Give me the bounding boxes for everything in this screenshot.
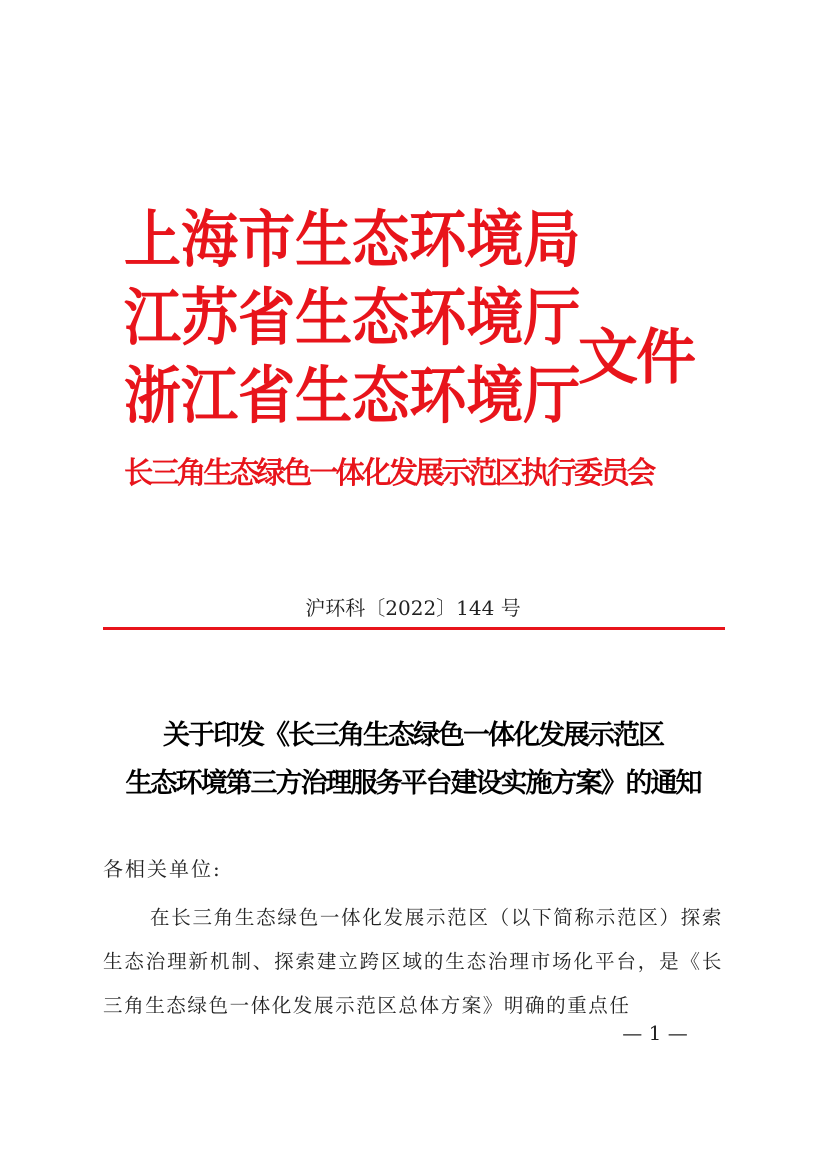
issuer-char: 生 (295, 203, 353, 276)
issuer-char: 上 (124, 203, 182, 276)
body-paragraph: 在长三角生态绿色一体化发展示范区（以下简称示范区）探索生态治理新机制、探索建立跨区域的生态治理市场化平台，是《长三角生态绿色一体化发展示范区总体方案》明确的重点任 (103, 906, 723, 1017)
issuer-char: 市 (238, 203, 296, 276)
issuer-char: 境 (466, 203, 524, 276)
red-divider (103, 627, 725, 630)
document-type-label: 文件 (578, 323, 694, 393)
issuer-char: 环 (409, 203, 467, 276)
issuer-char: 态 (352, 281, 410, 354)
issuer-char: 境 (466, 359, 524, 432)
issuer-line-zhejiang (124, 356, 581, 436)
issuer-char: 苏 (181, 281, 239, 354)
issuer-char: 生 (295, 359, 353, 432)
issuer-line-shanghai (124, 200, 581, 280)
issuer-char: 生 (295, 281, 353, 354)
issuer-char: 海 (181, 203, 239, 276)
issuer-char: 局 (523, 203, 581, 276)
issuer-line-committee: 长三角生态绿色一体化发展示范区执行委员会 (124, 456, 654, 491)
title-line-2: 生态环境第三方治理服务平台建设实施方案》的通知 (125, 768, 701, 799)
salutation: 各相关单位: (103, 857, 222, 881)
document-number: 沪环科〔2022〕144 号 (305, 596, 521, 620)
issuer-char: 厅 (523, 359, 581, 432)
issuer-char: 厅 (523, 281, 581, 354)
issuer-char: 态 (352, 203, 410, 276)
issuer-line-jiangsu (124, 278, 581, 358)
issuer-char: 环 (409, 359, 467, 432)
title-line-1: 关于印发《长三角生态绿色一体化发展示范区 (163, 720, 663, 751)
issuer-char: 江 (181, 359, 239, 432)
issuer-char: 态 (352, 359, 410, 432)
issuer-char: 省 (238, 359, 296, 432)
issuer-char: 境 (466, 281, 524, 354)
issuer-char: 浙 (124, 359, 182, 432)
issuer-char: 江 (124, 281, 182, 354)
page-number: — 1 — (622, 1021, 688, 1045)
issuer-char: 省 (238, 281, 296, 354)
issuer-char: 环 (409, 281, 467, 354)
